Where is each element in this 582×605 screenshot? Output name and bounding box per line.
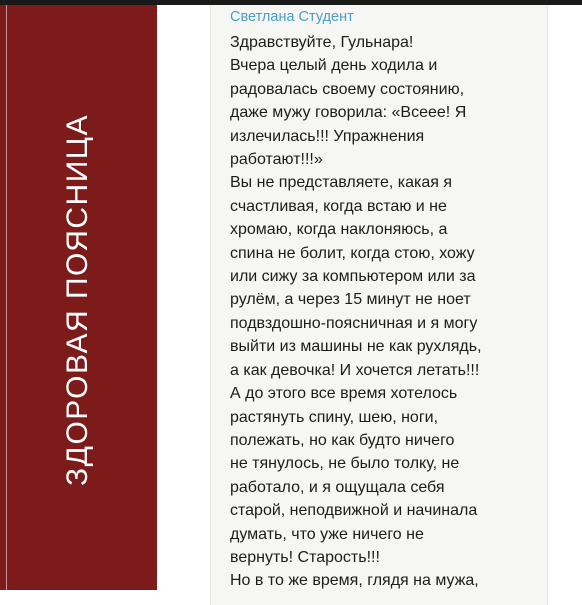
message-line: работало, и я ощущала себя <box>230 478 445 496</box>
message-line: думать, что уже ничего не <box>230 525 424 543</box>
message-line: излечилась!!! Упражнения <box>230 127 425 145</box>
message-line: даже мужу говорила: «Всеее! Я <box>230 104 467 122</box>
message-line: Здравствуйте, Гульнара! <box>230 34 414 51</box>
message-line: работают!!!» <box>230 151 323 169</box>
message-line: спина не болит, когда стою, хожу <box>230 244 475 262</box>
message-line: полежать, но как будто ничего <box>230 431 455 449</box>
message-line: вернуть! Старость!!! <box>230 548 380 566</box>
banner-divider-line <box>6 5 7 590</box>
message-line: растянуть спину, шею, ноги, <box>230 408 439 426</box>
message-line: или сижу за компьютером или за <box>230 268 476 286</box>
message-line: рулём, а через 15 минут не ноет <box>230 291 471 309</box>
message-line: Но в то же время, глядя на мужа, <box>230 572 479 590</box>
sender-name[interactable]: Светлана Студент <box>230 9 354 25</box>
message-text <box>230 31 540 593</box>
message-line: не тянулось, не было толку, не <box>230 455 460 473</box>
message-line: подвздошно-поясничная и я могу <box>230 314 478 332</box>
banner-title: ЗДОРОВАЯ ПОЯСНИЦА <box>61 114 94 486</box>
message-line: хромаю, когда наклоняюсь, а <box>230 221 448 239</box>
message-line: а как девочка! И хочется летать!!! <box>230 361 480 379</box>
message-line: Вчера целый день ходила и <box>230 57 438 75</box>
message-line: Вы не представляете, какая я <box>230 174 452 192</box>
message-line: выйти из машины не как рухлядь, <box>230 338 482 356</box>
message-line: радовалась своему состоянию, <box>230 80 465 98</box>
message-line: счастливая, когда встаю и не <box>230 197 447 215</box>
message-line: А до этого все время хотелось <box>230 385 458 403</box>
message-line: старой, неподвижной и начинала <box>230 502 478 520</box>
